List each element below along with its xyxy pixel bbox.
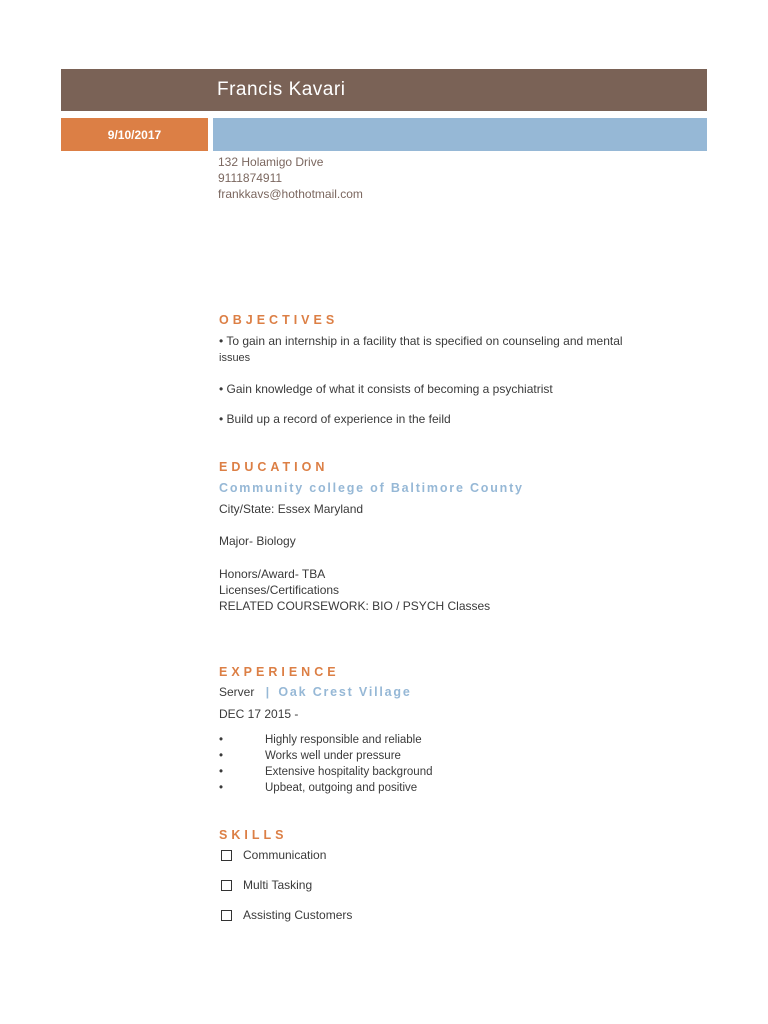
education-coursework: RELATED COURSEWORK: BIO / PSYCH Classes [219,599,491,613]
resume-date: 9/10/2017 [107,127,162,142]
date-badge [61,118,208,151]
contact-phone: 9111874911 [218,171,283,185]
bullet-text: Upbeat, outgoing and positive [265,782,418,794]
contact-address: 132 Holamigo Drive [218,155,324,169]
bullet-dot: • [219,766,224,778]
experience-separator: | [265,685,270,699]
education-major: Major- Biology [219,534,296,548]
resume-name: Francis Kavari [217,79,346,100]
bullet-dot: • [219,750,224,762]
objectives-heading: OBJECTIVES [219,313,339,327]
experience-date: DEC 17 2015 - [219,707,299,721]
objective-item: • Build up a record of experience in the feild [219,412,451,426]
bullet-dot: • [219,782,224,794]
education-licenses: Licenses/Certifications [219,583,340,597]
checkbox-icon [221,850,232,861]
name-banner [61,69,707,111]
skill-label: Multi Tasking [243,878,313,892]
checkbox-icon [221,910,232,921]
experience-role: Server [219,685,255,699]
experience-employer: Oak Crest Village [278,685,412,699]
accent-bar [213,118,707,151]
objective-item: • To gain an internship in a facility that is specified on counseling and mental [219,334,623,348]
education-city-state: City/State: Essex Maryland [219,502,364,516]
bullet-text: Works well under pressure [265,750,401,762]
bullet-text: Extensive hospitality background [265,766,433,778]
objective-item-continued: issues [219,352,251,364]
experience-heading: EXPERIENCE [219,665,340,679]
skill-label: Communication [243,848,327,862]
skill-label: Assisting Customers [243,908,353,922]
objective-item: • Gain knowledge of what it consists of becoming a psychiatrist [219,382,553,396]
education-heading: EDUCATION [219,460,329,474]
checkbox-icon [221,880,232,891]
bullet-text: Highly responsible and reliable [265,734,422,746]
experience-title-line [219,685,412,699]
skill-item [221,878,312,892]
contact-email: frankkavs@hothotmail.com [218,187,363,201]
skills-heading: SKILLS [219,828,288,842]
skill-item [221,848,326,862]
skill-item [221,908,352,922]
contact-block [218,154,363,202]
school-name: Community college of Baltimore County [219,481,524,495]
education-honors: Honors/Award- TBA [219,567,326,581]
bullet-dot: • [219,734,224,746]
